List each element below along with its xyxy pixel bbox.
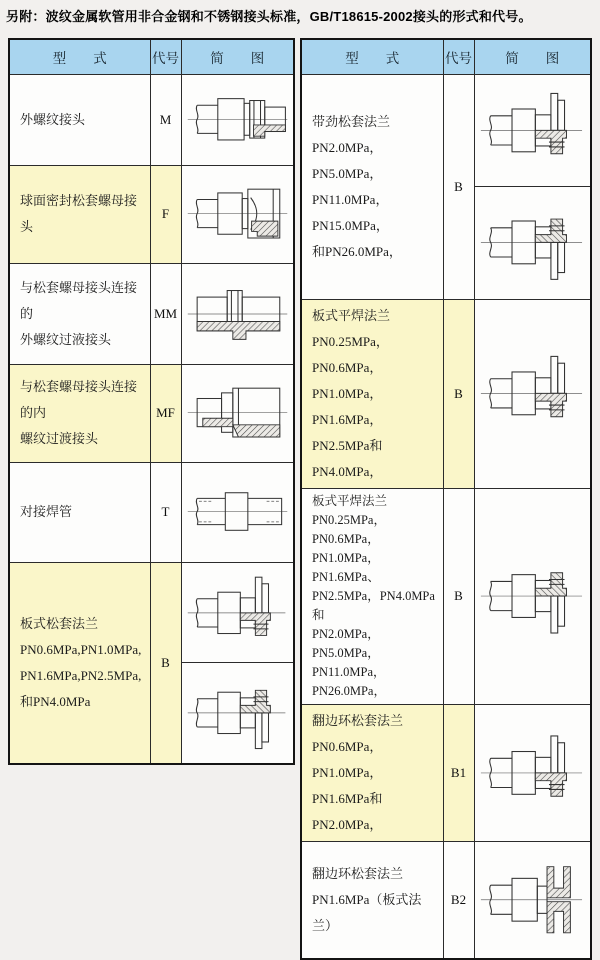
fitting-type-line: PN11.0MPa，PN26.0MPa， bbox=[312, 664, 386, 698]
fitting-code: MF bbox=[150, 364, 181, 462]
column-header-type: 型 式 bbox=[301, 39, 443, 74]
fitting-code: M bbox=[150, 74, 181, 165]
fitting-type-line: 板式平焊法兰 bbox=[312, 307, 391, 323]
fitting-type-cell bbox=[9, 562, 150, 764]
weld-flange-up-diagram bbox=[475, 300, 591, 488]
fitting-type-line: PN0.25MPa，PN0.6MPa， bbox=[312, 512, 386, 546]
tables-container bbox=[8, 38, 592, 960]
fitting-type-line: 与松套螺母接头连接的内 bbox=[20, 379, 138, 420]
fitting-type-line: PN0.6MPa,PN1.0MPa, bbox=[20, 641, 142, 657]
table-row bbox=[301, 74, 591, 299]
table-row bbox=[9, 165, 294, 263]
fitting-type-cell bbox=[301, 74, 443, 299]
header-row bbox=[9, 39, 294, 74]
fitting-diagram-cell bbox=[474, 299, 591, 488]
fitting-type-line: 球面密封松套螺母接头 bbox=[20, 193, 138, 234]
table-row bbox=[301, 841, 591, 959]
fitting-type-cell bbox=[9, 263, 150, 364]
fitting-diagram-cell bbox=[181, 562, 294, 764]
fitting-type-line: PN1.6MPa,PN2.5MPa, bbox=[20, 667, 142, 683]
fitting-type-line: PN11.0MPa，PN15.0MPa， bbox=[312, 191, 389, 233]
fitting-diagram-cell bbox=[474, 704, 591, 841]
fitting-type-line: 带劲松套法兰 bbox=[312, 113, 391, 129]
fitting-type-line: PN0.6MPa，PN1.0MPa， bbox=[312, 738, 383, 780]
column-header-code: 代号 bbox=[150, 39, 181, 74]
fitting-code: B2 bbox=[443, 841, 474, 959]
fitting-type-line: 和PN26.0MPa， bbox=[312, 243, 402, 259]
fitting-type-line: 与松套螺母接头连接的 bbox=[20, 279, 138, 321]
table-row bbox=[301, 704, 591, 841]
fitting-type-line: 外螺纹过液接头 bbox=[20, 331, 112, 347]
fitting-diagram-cell bbox=[181, 364, 294, 462]
table-row bbox=[9, 74, 294, 165]
fitting-code: B bbox=[150, 562, 181, 764]
fitting-code: B bbox=[443, 488, 474, 704]
fitting-diagram-cell bbox=[181, 263, 294, 364]
butt-weld-pipe-diagram bbox=[182, 463, 294, 562]
column-header-code: 代号 bbox=[443, 39, 474, 74]
header-row bbox=[301, 39, 591, 74]
weld-flange-down-diagram bbox=[475, 489, 591, 704]
fitting-type-line: 翻边环松套法兰 bbox=[312, 865, 404, 881]
table-row bbox=[9, 562, 294, 764]
table-row bbox=[9, 263, 294, 364]
loose-flange-up-diagram bbox=[182, 563, 294, 663]
fitting-type-line: PN1.0MPa，PN1.6MPa， bbox=[312, 385, 383, 427]
column-header-diagram: 简 图 bbox=[181, 39, 294, 74]
fitting-code: MM bbox=[150, 263, 181, 364]
fitting-type-cell bbox=[301, 704, 443, 841]
fitting-type-line: PN2.0MPa，PN5.0MPa， bbox=[312, 626, 380, 660]
fitting-type-line: PN2.5MPa，PN4.0MPa和 bbox=[312, 588, 435, 622]
fitting-diagram-cell bbox=[181, 462, 294, 562]
column-header-type: 型 式 bbox=[9, 39, 150, 74]
table-row bbox=[9, 462, 294, 562]
fitting-code: B bbox=[443, 74, 474, 299]
fitting-diagram-cell bbox=[474, 74, 591, 299]
fitting-type-cell bbox=[9, 74, 150, 165]
fitting-type-line: 和PN4.0MPa bbox=[20, 693, 91, 709]
fitting-diagram-cell bbox=[474, 488, 591, 704]
fitting-type-line: PN1.6MPa（板式法兰） bbox=[312, 891, 422, 933]
fitting-code: B1 bbox=[443, 704, 474, 841]
fitting-type-line: 板式平焊法兰 bbox=[312, 493, 388, 508]
table-row bbox=[301, 299, 591, 488]
fitting-code: T bbox=[150, 462, 181, 562]
page-title: 另附：波纹金属软管用非合金钢和不锈钢接头标准，GB/T18615-2002接头的形式和代号。 bbox=[6, 9, 532, 24]
column-header-diagram: 简 图 bbox=[474, 39, 591, 74]
table-row bbox=[9, 364, 294, 462]
adapter-fitting-diagram bbox=[182, 365, 294, 462]
fitting-type-cell bbox=[301, 488, 443, 704]
fitting-diagram-cell bbox=[181, 74, 294, 165]
fitting-type-line: 螺纹过渡接头 bbox=[20, 431, 99, 446]
fitting-type-cell bbox=[9, 462, 150, 562]
fitting-type-line: 外螺纹接头 bbox=[20, 111, 86, 127]
fitting-type-line: PN2.0MPa，PN5.0MPa， bbox=[312, 139, 383, 181]
fitting-type-line: 对接焊管 bbox=[20, 504, 73, 519]
fitting-type-cell bbox=[9, 364, 150, 462]
grooved-plate-flange-diagram bbox=[475, 842, 591, 959]
fitting-type-line: PN1.0MPa，PN1.6MPa、 bbox=[312, 550, 380, 584]
fitting-diagram-cell bbox=[181, 165, 294, 263]
fittings-table-right bbox=[300, 38, 592, 960]
fitting-type-line: 板式松套法兰 bbox=[20, 615, 99, 631]
fitting-code: F bbox=[150, 165, 181, 263]
male-thread-fitting-diagram bbox=[182, 75, 294, 165]
loose-nut-fitting-diagram bbox=[182, 166, 294, 263]
loose-flange-down-diagram bbox=[182, 662, 294, 763]
fitting-type-line: PN2.5MPa和PN4.0MPa， bbox=[312, 437, 383, 479]
fitting-code: B bbox=[443, 299, 474, 488]
fitting-type-line: 翻边环松套法兰 bbox=[312, 712, 404, 728]
fitting-type-line: PN0.25MPa，PN0.6MPa， bbox=[312, 333, 389, 375]
fitting-type-cell bbox=[301, 841, 443, 959]
fittings-table-left bbox=[8, 38, 295, 765]
loose-flange-up-diagram bbox=[475, 75, 591, 187]
fitting-type-cell bbox=[9, 165, 150, 263]
table-row bbox=[301, 488, 591, 704]
nipple-fitting-diagram bbox=[182, 264, 294, 364]
fitting-type-line: PN1.6MPa和PN2.0MPa， bbox=[312, 790, 383, 832]
fitting-type-cell bbox=[301, 299, 443, 488]
flanged-ring-flange-diagram bbox=[475, 705, 591, 841]
loose-flange-down-diagram bbox=[475, 186, 591, 299]
fitting-diagram-cell bbox=[474, 841, 591, 959]
